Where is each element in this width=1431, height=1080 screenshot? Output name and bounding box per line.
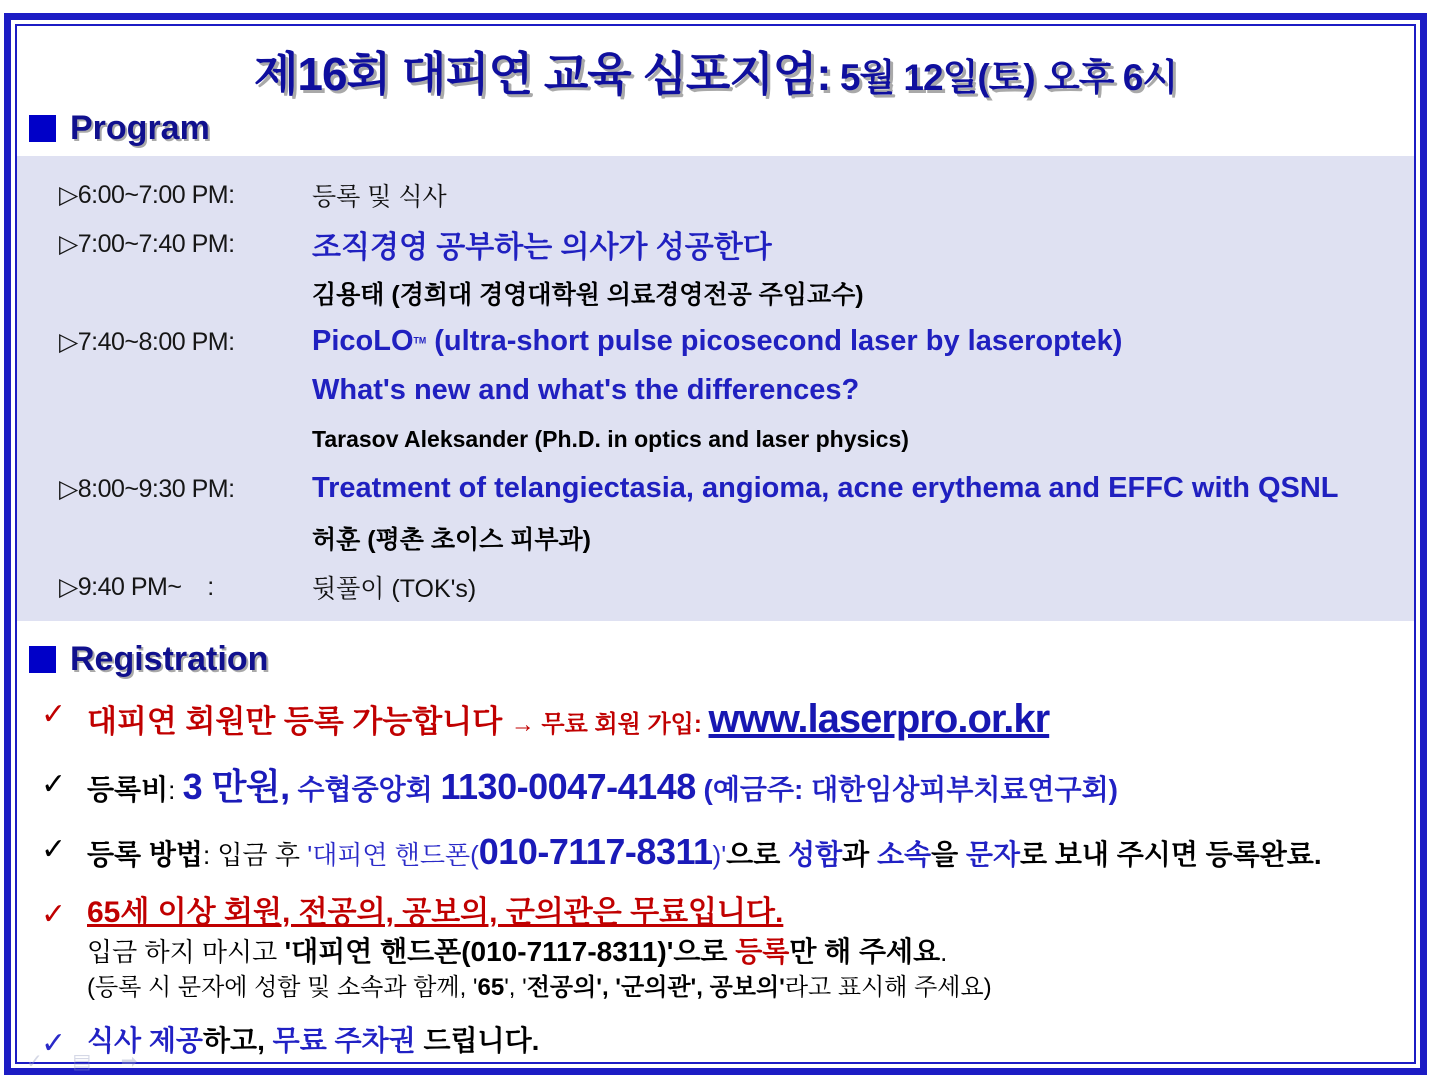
registration-item (41, 765, 1414, 813)
registration-line (87, 935, 1414, 969)
registration-item (41, 1024, 1414, 1063)
checkmark-icon: ✓ (41, 832, 67, 866)
program-row (59, 513, 1404, 562)
text-segment: 1130-0047-4148 (440, 765, 696, 807)
program-time: ▷7:40~8:00 PM: (59, 327, 235, 356)
registration-item (41, 695, 1414, 748)
text-segment: 만 해 주세요 (789, 936, 941, 968)
text-segment: What's new and what's the differences? (312, 374, 860, 406)
text-segment: Treatment of telangiectasia, angioma, acne erythema and EFFC with QSNL (312, 472, 1339, 504)
text-segment: 65세 이상 회원, 전공의, 공보의, 군의관은 무료입니다. (87, 895, 784, 929)
program-time: ▷6:00~7:00 PM: (59, 180, 235, 209)
text-segment: 입금 하지 마시고 (87, 937, 285, 968)
registration-item-text (87, 830, 1414, 878)
program-session (312, 177, 447, 213)
text-segment: 허훈 (평촌 초이스 피부과) (312, 525, 591, 554)
registration-line (87, 765, 1414, 809)
registration-line (87, 973, 1414, 1002)
program-session (312, 472, 1339, 505)
text-segment: 등록비 (87, 773, 169, 805)
registration-item (41, 830, 1414, 878)
text-segment: 하고, (202, 1024, 273, 1056)
registration-line (87, 830, 1414, 874)
program-row (59, 268, 1404, 317)
registration-line (87, 695, 1414, 744)
program-time: ▷8:00~9:30 PM: (59, 474, 235, 503)
text-segment: '대피연 핸드폰(010-7117-8311)'으로 (284, 936, 736, 968)
program-row (59, 464, 1404, 513)
text-segment: 등록 (735, 936, 790, 968)
registration-item-text (87, 765, 1414, 813)
registration-list (41, 695, 1414, 1063)
text-segment: . (940, 937, 948, 968)
text-segment: (등록 시 문자에 성함 및 소속과 함께, ' (87, 974, 478, 1002)
text-segment: TM (413, 335, 427, 346)
checkmark-icon: ✓ (41, 767, 67, 801)
program-time: ▷9:40 PM~ : (59, 572, 214, 601)
text-segment: ', ' (504, 974, 527, 1002)
text-segment: Tarasov Aleksander (Ph.D. in optics and laser physics) (312, 426, 909, 452)
text-segment: 문자 (965, 838, 1021, 870)
registration-line (87, 895, 1414, 932)
text-segment: 65 (477, 974, 505, 1002)
program-session (312, 275, 864, 311)
text-segment: 등록 방법 (87, 838, 203, 870)
text-segment: 무료 주차권 (272, 1024, 416, 1056)
registration-section-heading (29, 637, 1414, 681)
program-session (312, 222, 772, 266)
watermark-artifact: ✓ ▤ ➡ (26, 1051, 150, 1073)
checkmark-icon: ✓ (41, 698, 67, 731)
text-segment: 라고 표시해 주세요) (784, 974, 992, 1002)
program-row (59, 562, 1404, 611)
registration-line (87, 1024, 1414, 1058)
program-schedule-box (17, 156, 1414, 621)
program-row (59, 219, 1404, 268)
text-segment: : (168, 774, 183, 805)
program-session (312, 325, 1122, 358)
program-time: ▷7:00~7:40 PM: (59, 229, 235, 258)
program-row (59, 317, 1404, 366)
registration-item (41, 895, 1414, 1007)
text-segment: )' (712, 839, 727, 870)
text-segment: 김용태 (경희대 경영대학원 의료경영전공 주임교수) (312, 280, 864, 309)
text-segment: PicoLO (312, 325, 414, 357)
text-segment: 로 보내 주시면 등록완료. (1020, 838, 1322, 870)
section-bullet-icon (29, 115, 56, 142)
checkmark-icon: ✓ (41, 897, 67, 931)
program-row (59, 170, 1404, 219)
text-segment: (예금주: 대한임상피부치료연구회) (695, 773, 1118, 805)
text-segment: '대피연 핸드폰( (307, 839, 479, 870)
text-segment: → 무료 회원 가입: (510, 711, 709, 738)
text-segment: 으로 (726, 838, 789, 870)
text-segment: 대피연 회원만 등록 가능합니다 (87, 704, 511, 739)
section-bullet-icon (29, 646, 56, 673)
text-segment: 3 만원, (182, 765, 290, 807)
text-segment: 드립니다. (415, 1024, 540, 1056)
text-segment: 조직경영 공부하는 의사가 성공한다 (312, 230, 772, 264)
text-segment: 을 (931, 838, 966, 870)
text-segment: 식사 제공 (87, 1024, 203, 1056)
program-session (312, 569, 476, 605)
text-segment: (ultra-short pulse picosecond laser by laseroptek) (426, 325, 1123, 357)
program-row (59, 366, 1404, 415)
program-section-heading (29, 106, 1414, 150)
program-session (312, 520, 591, 556)
registration-item-text (87, 695, 1414, 748)
program-heading-label: Program (70, 108, 210, 147)
text-segment: 성함 (788, 838, 843, 870)
text-segment: : 입금 후 (202, 839, 308, 870)
text-segment: 등록 및 식사 (312, 182, 447, 211)
text-segment: 전공의', '군의관', 공보의' (526, 974, 785, 1002)
text-segment: 010-7117-8311 (478, 830, 713, 872)
program-session (312, 426, 909, 453)
text-segment: 과 (842, 838, 877, 870)
title-date: 5월 12일(토) 오후 6시 (830, 57, 1178, 98)
checkmark-icon: ✓ (41, 1026, 67, 1060)
website-link[interactable]: www.laserpro.or.kr (708, 697, 1050, 741)
registration-item-text (87, 895, 1414, 1007)
text-segment: 뒷풀이 (TOK's) (312, 574, 477, 603)
program-session (312, 374, 859, 407)
text-segment: 수협중앙회 (289, 773, 441, 805)
page-title (17, 26, 1414, 104)
flyer-content (17, 26, 1414, 1062)
program-row (59, 415, 1404, 464)
text-segment: 소속 (876, 838, 932, 870)
registration-item-text (87, 1024, 1414, 1062)
title-main: 제16회 대피연 교육 심포지엄: (253, 48, 831, 100)
registration-heading-label: Registration (70, 639, 269, 678)
